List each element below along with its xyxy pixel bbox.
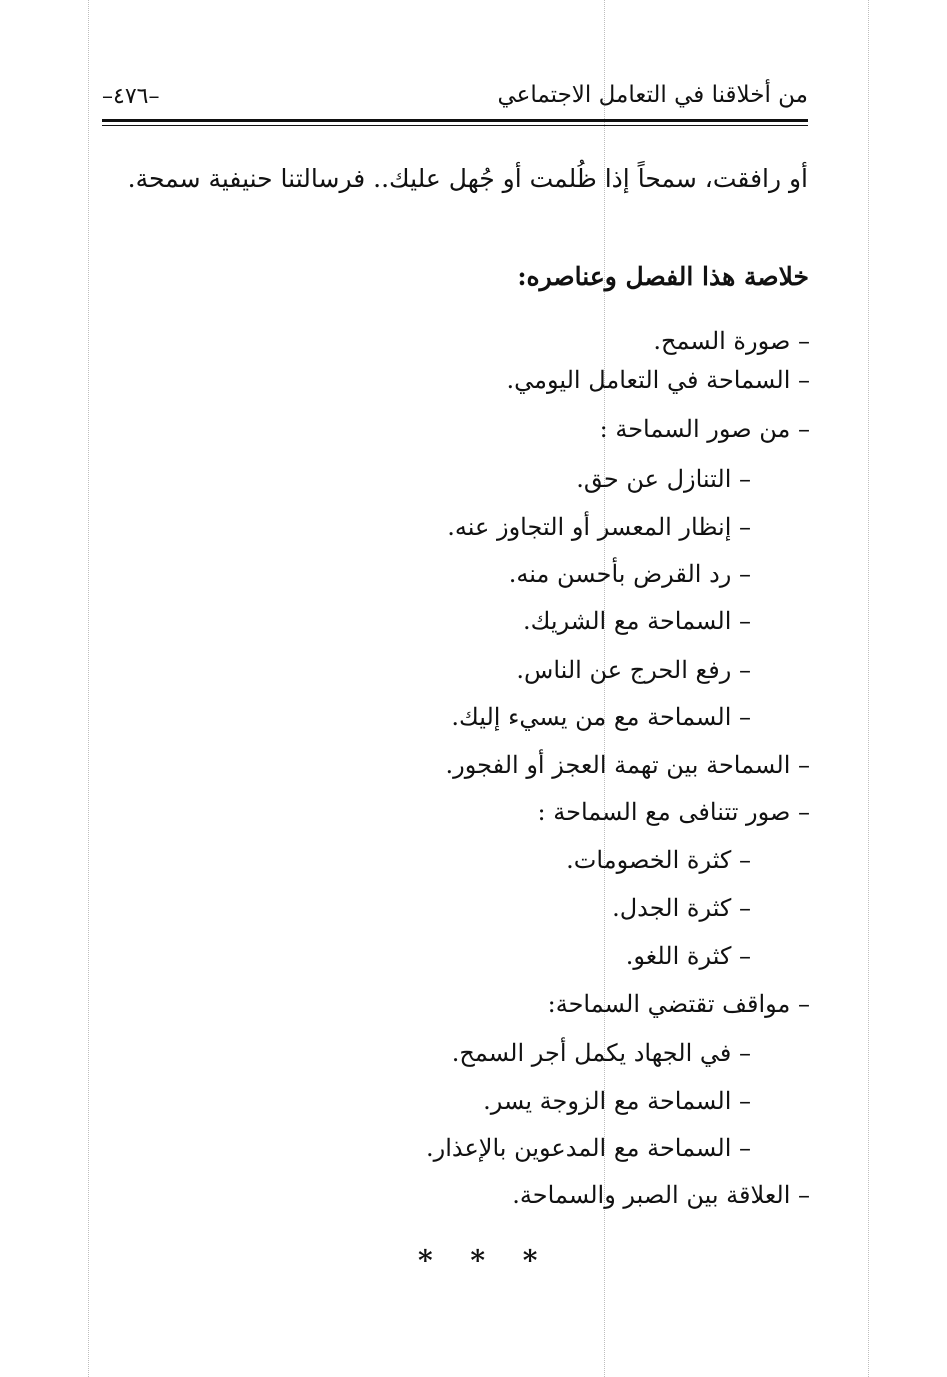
list-item: – رد القرض بأحسن منه. — [508, 560, 751, 588]
list-item: – السماحة بين تهمة العجز أو الفجور. — [445, 751, 810, 779]
page-number: –٤٧٦– — [102, 84, 160, 109]
list-item: – التنازل عن حق. — [576, 465, 751, 493]
list-item: – كثرة الجدل. — [612, 894, 751, 922]
list-item: – مواقف تقتضي السماحة: — [547, 990, 810, 1018]
list-item: – كثرة الخصومات. — [566, 846, 751, 874]
list-item: – صور تتنافى مع السماحة : — [537, 798, 810, 826]
list-item: – من صور السماحة : — [599, 415, 810, 443]
list-item: – صورة السمح. — [653, 327, 810, 355]
list-item: – رفع الحرج عن الناس. — [516, 656, 751, 684]
running-header — [102, 82, 808, 116]
list-item: – كثرة اللغو. — [625, 942, 751, 970]
list-item: – في الجهاد يكمل أجر السمح. — [451, 1039, 751, 1067]
list-item: – السماحة مع الشريك. — [523, 607, 751, 635]
list-item: – العلاقة بين الصبر والسماحة. — [512, 1181, 810, 1209]
list-item: – السماحة مع المدعوين بالإعذار. — [425, 1134, 751, 1162]
list-item: – السماحة مع من يسيء إليك. — [451, 703, 751, 731]
list-item: – السماحة مع الزوجة يسر. — [483, 1087, 751, 1115]
body-paragraph: أو رافقت، سمحاً إذا ظُلمت أو جُهل عليك.. فرسالتنا حنيفية سمحة. — [127, 164, 808, 193]
header-rule-thick — [102, 119, 808, 122]
list-item: – إنظار المعسر أو التجاوز عنه. — [447, 513, 751, 541]
section-separator: * * * — [418, 1244, 552, 1277]
header-title: من أخلاقنا في التعامل الاجتماعي — [497, 82, 808, 108]
header-rule-thin — [102, 125, 808, 126]
list-item: – السماحة في التعامل اليومي. — [506, 366, 810, 394]
section-heading: خلاصة هذا الفصل وعناصره: — [517, 262, 809, 291]
